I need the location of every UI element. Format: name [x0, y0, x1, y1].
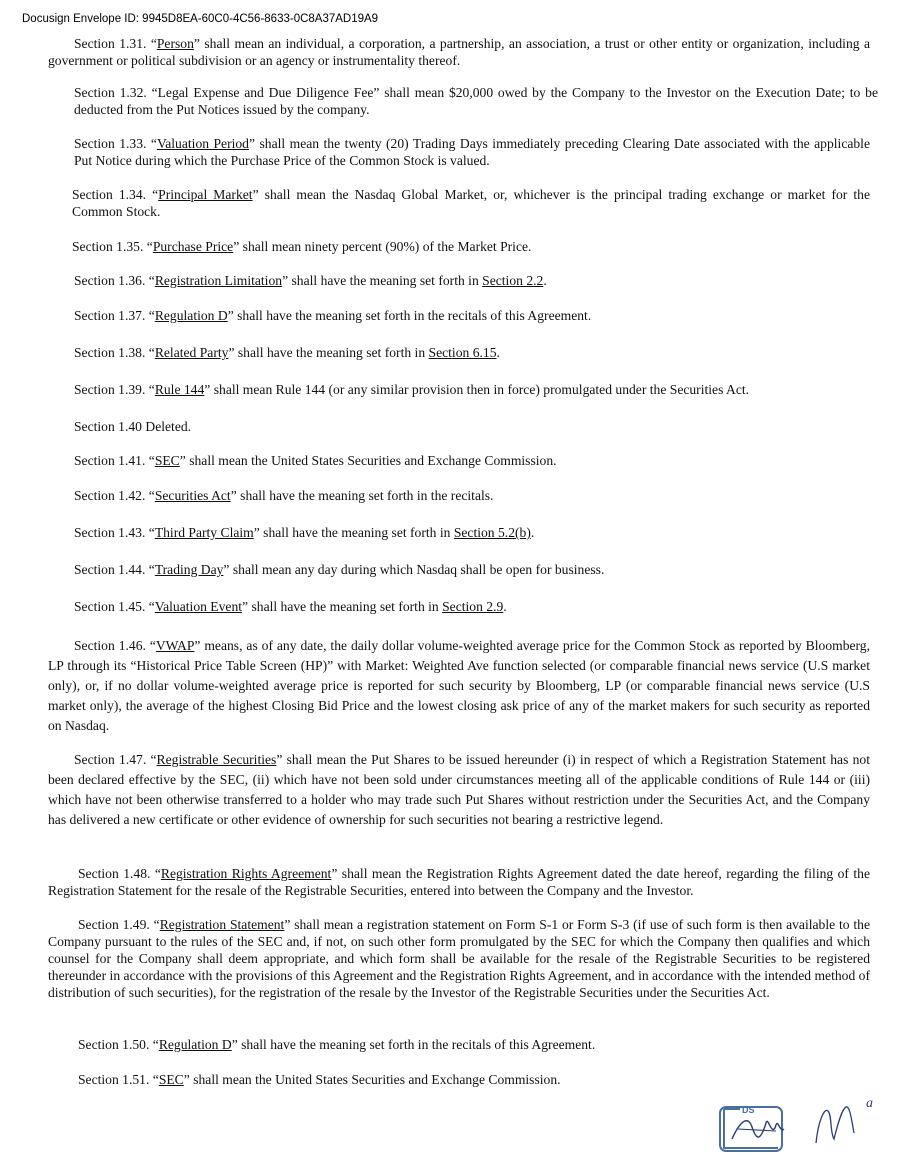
section-1-41: Section 1.41. “SEC” shall mean the United States Securities and Exchange Commission.	[74, 453, 557, 468]
section-reference: Section 5.2(b)	[453, 525, 531, 540]
defined-term: Securities Act	[154, 488, 231, 503]
section-1-33: Section 1.33. “Valuation Period” shall mean the twenty (20) Trading Days immediately preceding Clearing Date associated with the applicable Put Notice during which the Purchase Price of the Common Stock is valued.	[74, 136, 870, 168]
section-1-51: Section 1.51. “SEC” shall mean the United States Securities and Exchange Commission.	[78, 1072, 561, 1087]
defined-term: Trading Day	[154, 562, 224, 577]
section-1-48: Section 1.48. “Registration Rights Agreement” shall mean the Registration Rights Agreement dated the date hereof, regarding the filing of the Registration Statement for the resale of the Registrable Securities, entered into between the Company and the Investor.	[48, 866, 870, 898]
section-1-43: Section 1.43. “Third Party Claim” shall have the meaning set forth in Section 5.2(b).	[74, 525, 535, 540]
signature-icon	[718, 1093, 888, 1155]
document-body	[48, 35, 870, 69]
section-reference: Section 2.2	[482, 273, 544, 288]
section-1-46: Section 1.46. “VWAP” means, as of any date, the daily dollar volume-weighted average price for the Common Stock as reported by Bloomberg, LP through its “Historical Price Table Screen (HP)” with Market: Weighted Ave function selected (or comparable financial news service (U.S market only), or, if no dollar volume-weighted average price is reported for such security by Bloomberg, LP (or comparable financial news service (U.S market only), the average of the highest Closing Bid Price and the lowest closing ask price of any of the market makers for such security as reported on Nasdaq.	[48, 638, 870, 733]
section-1-49: Section 1.49. “Registration Statement” shall mean a registration statement on Form S-1 or Form S-3 (if use of such form is then available to the Company pursuant to the rules of the SEC and, if not, on such other form promulgated by the SEC for which the Company then qualifies and which counsel for the Company shall deem appropriate, and which form shall be available for the resale of the Registrable Securities to be registered thereunder in accordance with the provisions of this Agreement and the Registration Rights Agreement, and in accordance with the intended method of distribution of such securities), for the registration of the resale by the Investor of the Registrable Securities under the Securities Act.	[48, 917, 870, 1000]
defined-term: Purchase Price	[152, 239, 234, 254]
section-reference: Section 6.15	[428, 345, 497, 360]
section-1-39: Section 1.39. “Rule 144” shall mean Rule 144 (or any similar provision then in force) promulgated under the Securities Act.	[74, 382, 750, 397]
defined-term: SEC	[154, 453, 180, 468]
signature-block	[718, 1093, 888, 1155]
defined-term: Regulation D	[154, 308, 228, 323]
defined-term: Regulation D	[158, 1037, 232, 1052]
defined-term: Registration Rights Agreement	[160, 866, 332, 881]
section-1-34: Section 1.34. “Principal Market” shall mean the Nasdaq Global Market, or, whichever is the principal trading exchange or market for the Common Stock.	[72, 187, 871, 219]
defined-term: Rule 144	[154, 382, 205, 397]
defined-term: Registrable Securities	[156, 752, 277, 767]
defined-term: Principal Market	[158, 187, 253, 202]
section-1-50: Section 1.50. “Regulation D” shall have the meaning set forth in the recitals of this Agreement.	[78, 1037, 596, 1052]
svg-text:a: a	[866, 1096, 873, 1111]
section-1-37: Section 1.37. “Regulation D” shall have the meaning set forth in the recitals of this Agreement.	[74, 308, 592, 323]
section-1-32: Section 1.32. “Legal Expense and Due Diligence Fee” shall mean $20,000 owed by the Company to the Investor on the Execution Date; to be deducted from the Put Notices issued by the company.	[74, 85, 878, 117]
section-1-47: Section 1.47. “Registrable Securities” shall mean the Put Shares to be issued hereunder (i) in respect of which a Registration Statement has not been declared effective by the SEC, (ii) which have not been sold under circumstances meeting all of the applicable conditions of Rule 144 or (iii) which have not been otherwise transferred to a holder who may trade such Put Shares without restriction under the Securities Act, and the Company has delivered a new certificate or other evidence of ownership for such securities not bearing a restrictive legend.	[48, 752, 870, 827]
section-reference: Section 2.9	[442, 599, 504, 614]
section-1-45: Section 1.45. “Valuation Event” shall have the meaning set forth in Section 2.9.	[74, 599, 507, 614]
defined-term: Registration Statement	[159, 917, 285, 932]
section-1-35: Section 1.35. “Purchase Price” shall mean ninety percent (90%) of the Market Price.	[72, 239, 532, 254]
defined-term: Valuation Event	[154, 599, 243, 614]
section-1-44: Section 1.44. “Trading Day” shall mean any day during which Nasdaq shall be open for business.	[74, 562, 605, 577]
svg-text:DS: DS	[742, 1105, 755, 1115]
section-1-40: Section 1.40 Deleted.	[74, 419, 192, 434]
section-1-36: Section 1.36. “Registration Limitation” shall have the meaning set forth in Section 2.2.	[74, 273, 547, 288]
defined-term: Registration Limitation	[154, 273, 283, 288]
defined-term: Third Party Claim	[154, 525, 254, 540]
defined-term: Valuation Period	[156, 136, 249, 151]
defined-term: VWAP	[155, 638, 195, 653]
section-1-38: Section 1.38. “Related Party” shall have the meaning set forth in Section 6.15.	[74, 345, 500, 360]
defined-term: Related Party	[154, 345, 229, 360]
section-1-42: Section 1.42. “Securities Act” shall have the meaning set forth in the recitals.	[74, 488, 494, 503]
section-1-31: Section 1.31. “Person” shall mean an individual, a corporation, a partnership, an association, a trust or other entity or organization, including a government or political subdivision or an agency or instrumentality thereof.	[48, 36, 871, 68]
envelope-id: Docusign Envelope ID: 9945D8EA-60C0-4C56-8633-0C8A37AD19A9	[22, 13, 379, 25]
defined-term: SEC	[158, 1072, 184, 1087]
defined-term: Person	[156, 36, 194, 51]
